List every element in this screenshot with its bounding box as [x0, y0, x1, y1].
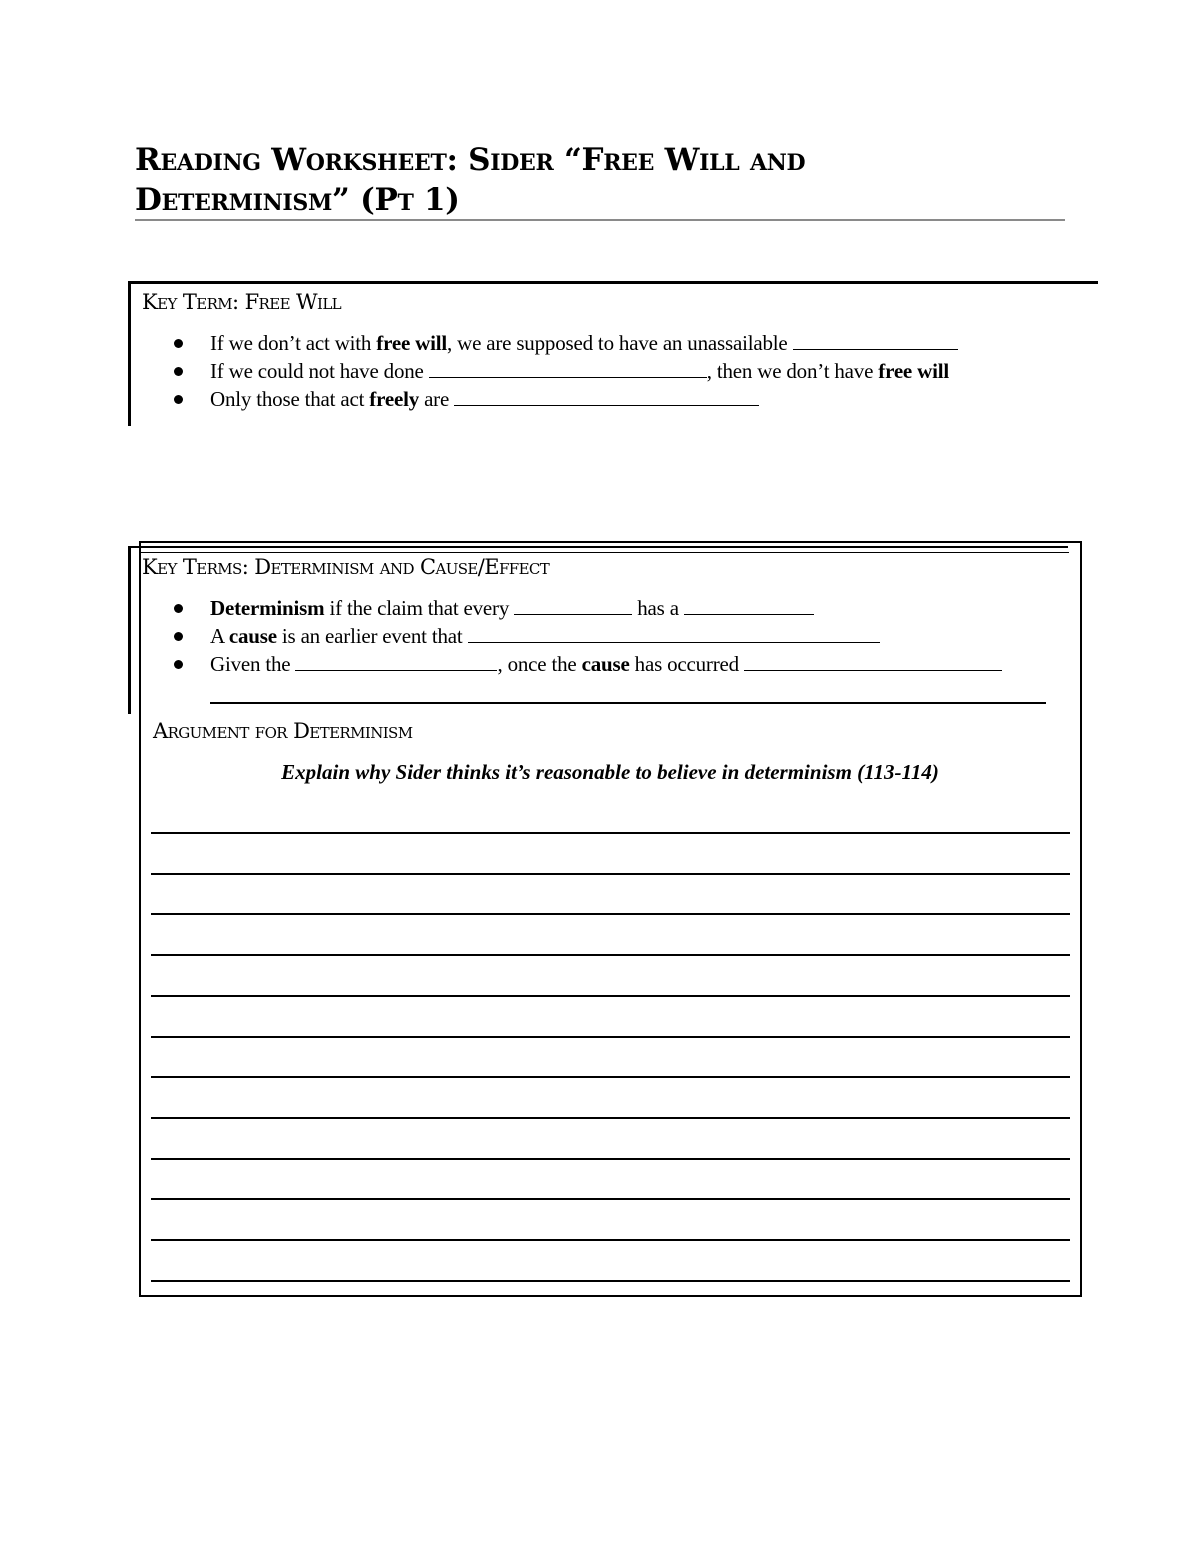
fill-in-blank[interactable]	[295, 650, 497, 671]
answer-line[interactable]	[151, 1036, 1070, 1038]
fill-in-blank[interactable]	[454, 385, 759, 406]
answer-line[interactable]	[151, 873, 1070, 875]
worksheet-title	[135, 140, 1065, 220]
answer-line[interactable]	[151, 1198, 1070, 1200]
fill-in-blank[interactable]	[744, 650, 1002, 671]
argument-prompt: Explain why Sider thinks it’s reasonable to believe in determinism (113-114)	[281, 760, 939, 784]
answer-line[interactable]	[151, 1076, 1070, 1078]
answer-line[interactable]	[151, 1280, 1070, 1282]
title-line-2: Determinism” (Pt 1)	[135, 182, 460, 218]
free-will-list	[170, 329, 958, 413]
determinism-list	[170, 594, 1002, 678]
title-underline	[135, 219, 1065, 221]
answer-line[interactable]	[151, 1117, 1070, 1119]
determinism-heading: Key Terms: Determinism and Cause/Effect	[142, 555, 550, 579]
list-item: A cause is an earlier event that	[170, 622, 1002, 650]
free-will-heading: Key Term: Free Will	[142, 290, 342, 314]
fill-in-blank[interactable]	[684, 594, 814, 615]
fill-in-blank[interactable]	[429, 357, 707, 378]
answer-line[interactable]	[151, 913, 1070, 915]
answer-line[interactable]	[151, 832, 1070, 834]
list-item: Only those that act freely are	[170, 385, 958, 413]
answer-line[interactable]	[151, 954, 1070, 956]
list-item: Given the , once the cause has occurred	[170, 650, 1002, 678]
list-item: If we don’t act with free will, we are supposed to have an unassailable	[170, 329, 958, 357]
answer-line[interactable]	[151, 1239, 1070, 1241]
free-will-box-left-border	[128, 281, 131, 426]
fill-in-blank[interactable]	[793, 329, 958, 350]
list-item: If we could not have done , then we don’t have free will	[170, 357, 958, 385]
determinism-box-double-border	[141, 552, 1069, 553]
answer-line[interactable]	[151, 1158, 1070, 1160]
fill-in-blank[interactable]	[514, 594, 632, 615]
free-will-box-top-border	[128, 281, 1098, 284]
argument-heading: Argument for Determinism	[153, 719, 413, 743]
list-item: Determinism if the claim that every has a	[170, 594, 1002, 622]
fill-in-blank[interactable]	[468, 622, 880, 643]
title-line-1: Reading Worksheet: Sider “Free Will and	[135, 142, 806, 178]
answer-line[interactable]	[151, 995, 1070, 997]
determinism-box-inner-top-border	[128, 546, 1068, 548]
determinism-box-inner-left-border	[128, 546, 131, 714]
fill-in-blank-continued[interactable]	[210, 702, 1046, 704]
